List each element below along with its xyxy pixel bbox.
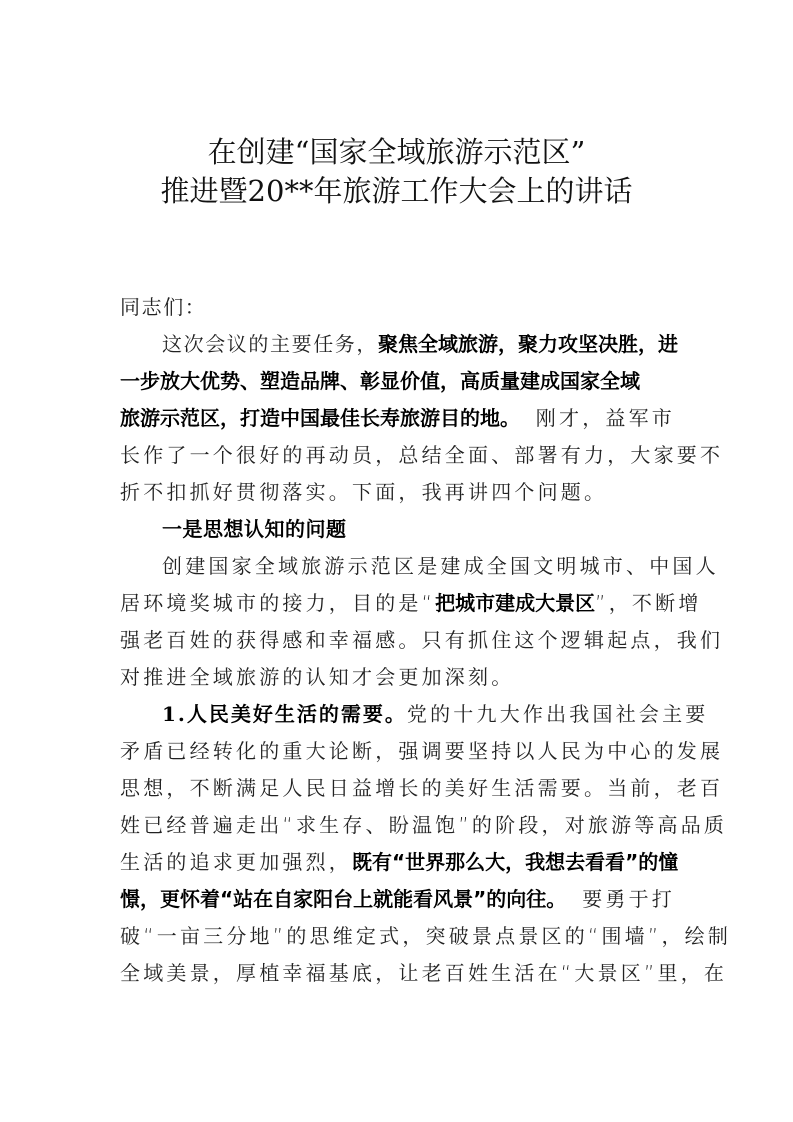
section1-line-1	[120, 548, 719, 585]
text-run: 居环境奖城市的接力，目的是“	[120, 591, 436, 615]
point1-line-2	[120, 733, 724, 770]
point-heading: 1.人民美好生活的需要。	[162, 702, 407, 726]
text-run: 长作了一个很好的再动员，总结全面、部署有力，大家要不	[120, 443, 724, 467]
text-run: 全域美景，厚植幸福基底，让老百姓生活在“大景区”里，在	[120, 961, 728, 985]
intro-line-2	[120, 363, 675, 400]
text-run: 刚才，益军市	[535, 406, 675, 430]
text-run: 思想，不断满足人民日益增长的美好生活需要。当前，老百	[120, 776, 724, 800]
bold-run: 憬，更怀着“站在自家阳台上就能看风景”的向往。	[120, 887, 567, 911]
section1-line-3	[120, 622, 724, 659]
text-run: 生活的追求更加强烈，	[120, 850, 352, 874]
point1-line-6	[120, 881, 675, 918]
text-run: 这次会议的主要任务，	[162, 332, 378, 356]
point1-line-4	[120, 807, 728, 844]
intro-line-5	[120, 474, 675, 511]
salutation-text: 同志们：	[120, 295, 207, 319]
text-run: ”，不断增	[595, 591, 702, 615]
point1-line-3	[120, 770, 724, 807]
text-run: 姓已经普遍走出“求生存、盼温饱”的阶段，对旅游等高品质	[120, 813, 728, 837]
text-run: 破“一亩三分地”的思维定式，突破景点景区的“围墙”，绘制	[120, 924, 732, 948]
text-run: 要勇于打	[582, 887, 675, 911]
text-run: 折不扣抓好贯彻落实。下面，我再讲四个问题。	[120, 480, 608, 504]
section-heading-1	[120, 511, 675, 548]
point1-line-1	[120, 696, 709, 733]
bold-run: 旅游示范区，打造中国最佳长寿旅游目的地。	[120, 406, 520, 430]
line-group	[120, 585, 595, 622]
bold-run: 聚焦全域旅游，聚力攻坚决胜，进	[378, 332, 678, 356]
section1-line-4	[120, 659, 675, 696]
intro-line-1	[120, 326, 678, 363]
bold-run: 一步放大优势、塑造品牌、彰显价值，高质量建成国家全域	[120, 369, 640, 393]
section1-line-2	[120, 585, 702, 622]
point1-line-7	[120, 918, 732, 955]
bold-run: 把城市建成大景区	[435, 591, 596, 615]
text-run: 矛盾已经转化的重大论断，强调要坚持以人民为中心的发展	[120, 739, 724, 763]
text-run: 强老百姓的获得感和幸福感。只有抓住这个逻辑起点，我们	[120, 628, 724, 652]
intro-line-3	[120, 400, 675, 437]
point1-line-8	[120, 955, 728, 992]
section-heading-text: 一是思想认知的问题	[162, 517, 347, 541]
title-line-2: 推进暨20**年旅游工作大会上的讲话	[160, 174, 633, 208]
intro-line-4	[120, 437, 724, 474]
salutation	[120, 289, 675, 326]
bold-run: 既有“世界那么大，我想去看看”的憧	[352, 850, 679, 874]
document-title	[0, 133, 793, 211]
point1-line-5	[120, 844, 679, 881]
text-run: 党的十九大作出我国社会主要	[406, 702, 709, 726]
document-body	[120, 289, 732, 992]
title-line-1: 在创建“国家全域旅游示范区”	[207, 135, 586, 169]
text-run: 创建国家全域旅游示范区是建成全国文明城市、中国人	[162, 554, 719, 578]
text-run: 对推进全域旅游的认知才会更加深刻。	[120, 665, 515, 689]
